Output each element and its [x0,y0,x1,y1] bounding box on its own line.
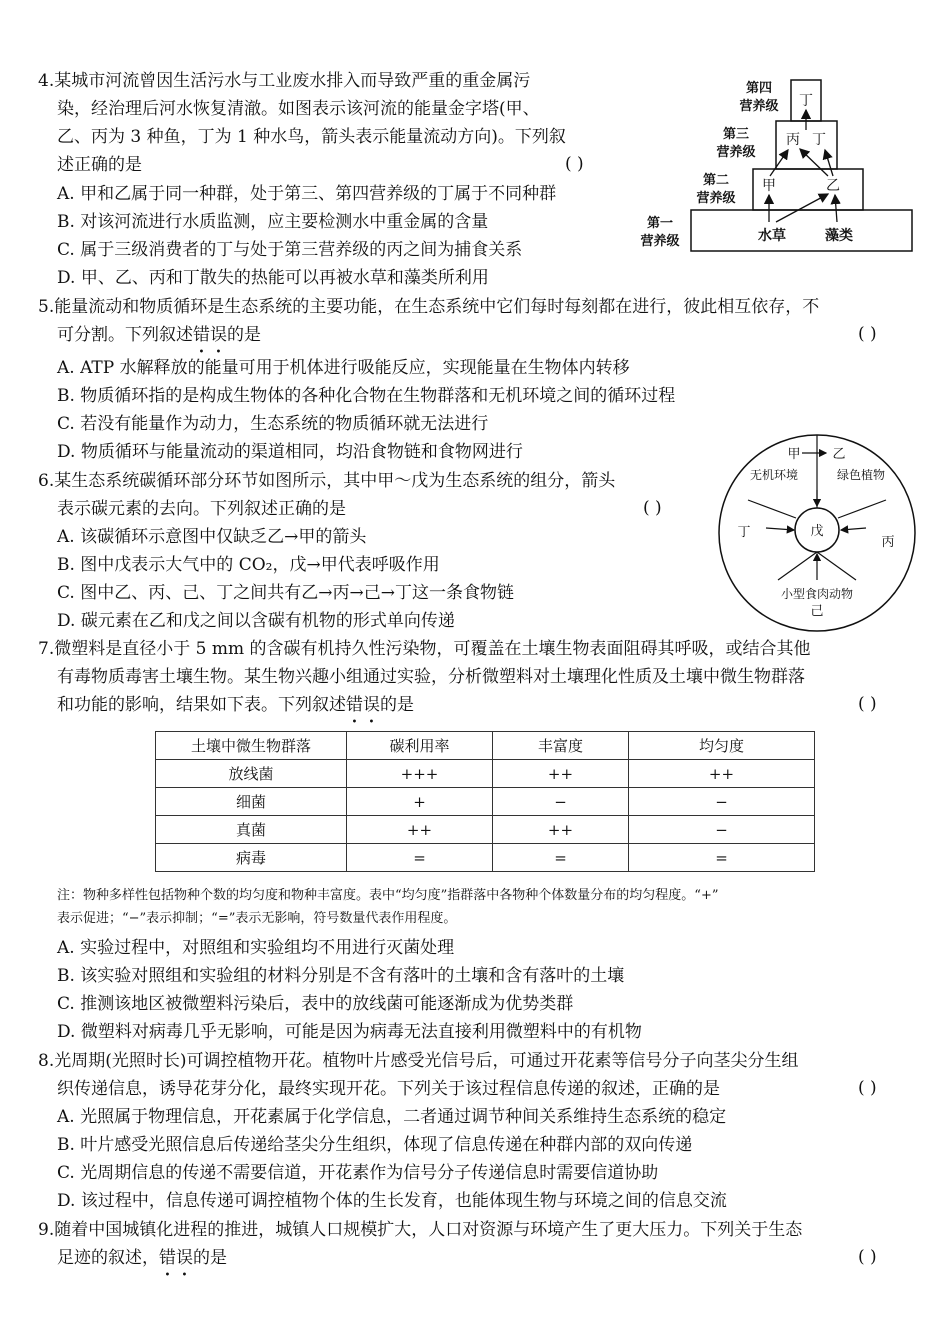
q4-option-a: A. 甲和乙属于同一种群，处于第三、第四营养级的丁属于不同种群 [57,184,557,204]
arrow-bing-to-wu [841,528,866,530]
q9-stem-line-1: 9.随着中国城镇化进程的推进，城镇人口规模扩大，人口对资源与环境产生了更大压力。下列关于生态 [38,1220,803,1240]
table-cell: = [629,844,815,872]
circle-node-yi: 乙 [832,447,846,462]
q7-table-note-line-2: 表示促进；“−”表示抑制；“=”表示无影响，符号数量代表作用程度。 [57,911,457,926]
table-cell: +++ [347,760,493,788]
divider-left [748,500,796,518]
q9-answer-paren: ( ) [858,1247,877,1267]
q4-option-d: D. 甲、乙、丙和丁散失的热能可以再被水草和藻类所利用 [57,268,489,288]
pyramid-label-level1-b: 营养级 [640,234,680,249]
pyramid-label-level1-a: 第一 [646,216,674,231]
table-header-row [156,732,815,760]
pyramid-label-level4-a: 第四 [745,81,773,96]
pyramid-label-level3-a: 第三 [722,127,750,142]
pyramid-label-level4-b: 营养级 [739,99,779,114]
q7-answer-paren: ( ) [858,694,877,714]
table-cell: 细菌 [156,788,347,816]
table-cell: ++ [629,760,815,788]
table-row [156,760,815,788]
table-cell: − [629,788,815,816]
pyramid-label-level3-b: 营养级 [716,145,756,160]
pyramid-level-1-block [691,210,912,251]
q5-stem-line-2: 可分割。下列叙述错误的是 [57,325,261,345]
table-cell: + [347,788,493,816]
q4-stem-line-3: 乙、丙为 3 种鱼，丁为 1 种水鸟，箭头表示能量流动方向)。下列叙 [57,127,566,147]
circle-node-wu: 戊 [810,524,824,539]
q4-stem-line-4: 述正确的是 [57,155,142,175]
microbe-effect-table [155,731,815,872]
circle-node-ji: 己 [810,604,824,619]
pyramid-node-ding-top: 丁 [799,93,813,109]
q4-option-b: B. 对该河流进行水质监测，应主要检测水中重金属的含量 [57,212,489,232]
q4-stem-line-1: 4.某城市河流曾因生活污水与工业废水排入而导致严重的重金属污 [38,71,531,91]
table-header: 土壤中微生物群落 [156,732,347,760]
q6-option-b: B. 图中戊表示大气中的 CO₂，戊→甲代表呼吸作用 [57,555,440,575]
energy-pyramid-diagram [630,72,920,262]
table-cell: = [347,844,493,872]
q8-answer-paren: ( ) [858,1078,877,1098]
table-cell: ++ [493,816,629,844]
divider-right-bottom [817,552,856,580]
table-cell: 病毒 [156,844,347,872]
pyramid-label-level2-b: 营养级 [696,191,736,206]
q8-option-a: A. 光照属于物理信息，开花素属于化学信息，二者通过调节种间关系维持生态系统的稳定 [57,1107,727,1127]
q6-option-c: C. 图中乙、丙、己、丁之间共有乙→丙→己→丁这一条食物链 [57,583,514,603]
table-cell: ++ [493,760,629,788]
q7-option-a: A. 实验过程中，对照组和实验组均不用进行灭菌处理 [57,938,455,958]
circle-node-wuji: 无机环境 [749,468,799,482]
q5-option-a: A. ATP 水解释放的能量可用于机体进行吸能反应，实现能量在生物体内转移 [57,358,630,378]
pyramid-node-jia: 甲 [762,178,776,194]
table-cell: − [493,788,629,816]
circle-node-xiaoxing: 小型食肉动物 [780,587,854,601]
circle-node-bing: 丙 [881,535,895,550]
q8-stem-line-1: 8.光周期(光照时长)可调控植物开花。植物叶片感受光信号后，可通过开花素等信号分子向茎尖分生组 [38,1051,799,1071]
q9-stem-line-2: 足迹的叙述，错误的是 [57,1248,227,1268]
table-cell: ++ [347,816,493,844]
q5-option-b: B. 物质循环指的是构成生物体的各种化合物在生物群落和无机环境之间的循环过程 [57,386,676,406]
q5-stem-line-1: 5.能量流动和物质循环是生态系统的主要功能，在生态系统中它们每时每刻都在进行，彼此相互依存，不 [38,297,820,317]
q6-stem-line-1: 6.某生态系统碳循环部分环节如图所示，其中甲～戊为生态系统的组分，箭头 [38,471,616,491]
q5-option-c: C. 若没有能量作为动力，生态系统的物质循环就无法进行 [57,414,489,434]
q7-stem-line-3: 和功能的影响，结果如下表。下列叙述错误的是 [57,695,414,715]
pyramid-node-yi: 乙 [826,178,840,194]
table-header: 丰富度 [493,732,629,760]
table-cell: 真菌 [156,816,347,844]
q4-answer-paren: ( ) [565,154,584,174]
q8-option-c: C. 光周期信息的传递不需要信道，开花素作为信号分子传递信息时需要信道协助 [57,1163,659,1183]
q6-option-a: A. 该碳循环示意图中仅缺乏乙→甲的箭头 [57,527,367,547]
q8-option-b: B. 叶片感受光照信息后传递给茎尖分生组织，体现了信息传递在种群内部的双向传递 [57,1135,693,1155]
arrow-zaolei-to-yi [835,195,837,222]
table-row [156,788,815,816]
table-row [156,844,815,872]
divider-right [838,500,886,518]
pyramid-node-bing: 丙 [786,132,800,148]
table-header: 均匀度 [629,732,815,760]
divider-left-bottom [778,552,817,580]
carbon-cycle-diagram [716,432,918,634]
circle-node-ding: 丁 [737,525,751,540]
q7-stem-line-1: 7.微塑料是直径小于 5 mm 的含碳有机持久性污染物，可覆盖在土壤生物表面阻碍其呼吸，或结合其他 [38,639,811,659]
q7-option-d: D. 微塑料对病毒几乎无影响，可能是因为病毒无法直接利用微塑料中的有机物 [57,1022,642,1042]
pyramid-node-zaolei: 藻类 [825,228,853,244]
circle-node-lvse: 绿色植物 [836,468,886,482]
q5-option-d: D. 物质循环与能量流动的渠道相同，均沿食物链和食物网进行 [57,442,523,462]
q8-option-d: D. 该过程中，信息传递可调控植物个体的生长发育，也能体现生物与环境之间的信息交流 [57,1191,727,1211]
q7-table-note-line-1: 注：物种多样性包括物种个数的均匀度和物种丰富度。表中“均匀度”指群落中各物种个体数量分布的均匀程度。“+” [57,888,719,903]
q7-option-b: B. 该实验对照组和实验组的材料分别是不含有落叶的土壤和含有落叶的土壤 [57,966,625,986]
arrow-ding-to-wu [766,528,794,530]
table-header: 碳利用率 [347,732,493,760]
q6-answer-paren: ( ) [643,498,662,518]
q6-option-d: D. 碳元素在乙和戊之间以含碳有机物的形式单向传递 [57,611,455,631]
q4-option-c: C. 属于三级消费者的丁与处于第三营养级的丙之间为捕食关系 [57,240,523,260]
q5-answer-paren: ( ) [858,324,877,344]
arrow-shuicao-to-yi [776,194,828,222]
table-cell: = [493,844,629,872]
pyramid-node-ding: 丁 [812,132,826,148]
arrow-jia-to-bing [770,150,788,176]
q6-stem-line-2: 表示碳元素的去向。下列叙述正确的是 [57,499,346,519]
q4-stem-line-2: 染，经治理后河水恢复清澈。如图表示该河流的能量金字塔(甲、 [57,99,540,119]
q7-option-c: C. 推测该地区被微塑料污染后，表中的放线菌可能逐渐成为优势类群 [57,994,574,1014]
pyramid-node-shuicao: 水草 [758,228,786,244]
pyramid-label-level2-a: 第二 [702,173,730,188]
table-cell: 放线菌 [156,760,347,788]
q8-stem-line-2: 织传递信息，诱导花芽分化，最终实现开花。下列关于该过程信息传递的叙述，正确的是 [57,1079,720,1099]
circle-node-jia: 甲 [787,447,801,462]
q7-stem-line-2: 有毒物质毒害土壤生物。某生物兴趣小组通过实验，分析微塑料对土壤理化性质及土壤中微生物群落 [57,667,805,687]
arrow-yi-to-ding [825,150,833,176]
table-row [156,816,815,844]
arrow-yi-to-bing [800,149,828,176]
table-cell: − [629,816,815,844]
